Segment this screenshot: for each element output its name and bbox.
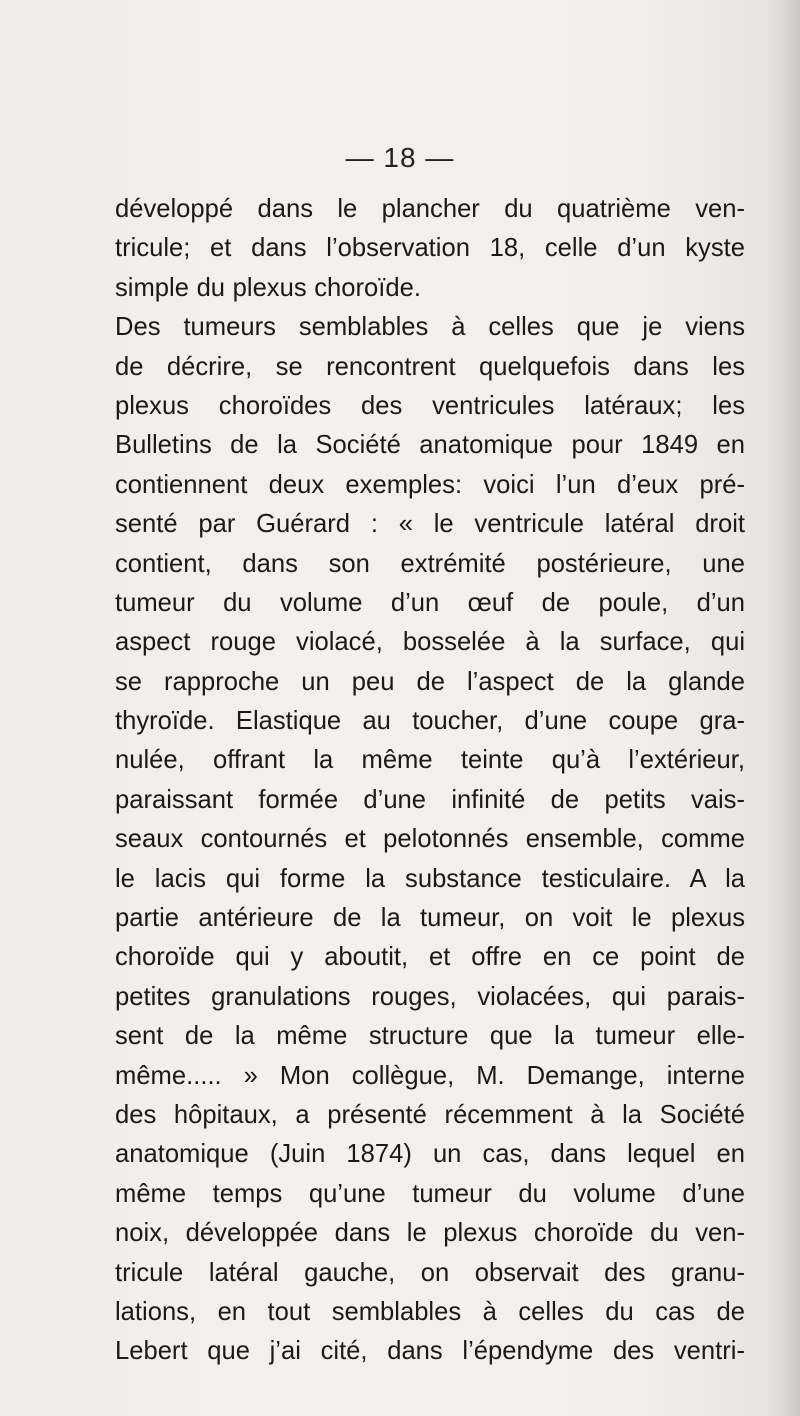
text-line: plexus choroïdes des ventricules latéraux; les xyxy=(115,391,745,420)
text-line: se rapproche un peu de l’aspect de la glande xyxy=(115,667,745,696)
text-line: contiennent deux exemples: voici l’un d’eux pré- xyxy=(115,470,745,499)
text-line: nulée, offrant la même teinte qu’à l’extérieur, xyxy=(115,746,745,775)
text-line: Des tumeurs semblables à celles que je viens xyxy=(115,313,745,342)
text-line: seaux contournés et pelotonnés ensemble, comme xyxy=(115,825,745,854)
page-number: — 18 — xyxy=(345,142,455,173)
text-line: même..... » Mon collègue, M. Demange, interne xyxy=(115,1061,745,1090)
text-line: choroïde qui y aboutit, et offre en ce point de xyxy=(115,943,745,972)
text-line: simple du plexus choroïde. xyxy=(115,273,421,302)
body-text xyxy=(115,190,745,1372)
text-line: tumeur du volume d’un œuf de poule, d’un xyxy=(115,588,745,617)
text-line: contient, dans son extrémité postérieure, une xyxy=(115,549,745,578)
text-line: sent de la même structure que la tumeur elle- xyxy=(115,1022,745,1051)
text-line: partie antérieure de la tumeur, on voit le plexus xyxy=(115,904,745,933)
text-line: même temps qu’une tumeur du volume d’une xyxy=(115,1179,745,1208)
text-line: Lebert que j’ai cité, dans l’épendyme des ventri- xyxy=(115,1337,745,1366)
text-line: tricule; et dans l’observation 18, celle d’un kyste xyxy=(115,234,745,263)
text-line: petites granulations rouges, violacées, qui parais- xyxy=(115,982,745,1011)
text-line: de décrire, se rencontrent quelquefois dans les xyxy=(115,352,745,381)
text-line: aspect rouge violacé, bosselée à la surface, qui xyxy=(115,628,745,657)
text-line: des hôpitaux, a présenté récemment à la Société xyxy=(115,1100,745,1129)
text-line: développé dans le plancher du quatrième ven- xyxy=(115,195,745,223)
text-line: anatomique (Juin 1874) un cas, dans lequel en xyxy=(115,1140,745,1169)
text-line: tricule latéral gauche, on observait des granu- xyxy=(115,1258,745,1287)
text-line: thyroïde. Elastique au toucher, d’une coupe gra- xyxy=(115,707,745,736)
page-edge-shadow xyxy=(766,0,800,1416)
text-line: lations, en tout semblables à celles du cas de xyxy=(115,1297,745,1326)
text-line: le lacis qui forme la substance testiculaire. A la xyxy=(115,864,745,893)
text-line: paraissant formée d’une infinité de petits vais- xyxy=(115,785,745,814)
text-line: noix, développée dans le plexus choroïde du ven- xyxy=(115,1219,745,1248)
text-line: Bulletins de la Société anatomique pour 1849 en xyxy=(115,431,745,460)
text-line: senté par Guérard : « le ventricule latéral droit xyxy=(115,510,745,539)
